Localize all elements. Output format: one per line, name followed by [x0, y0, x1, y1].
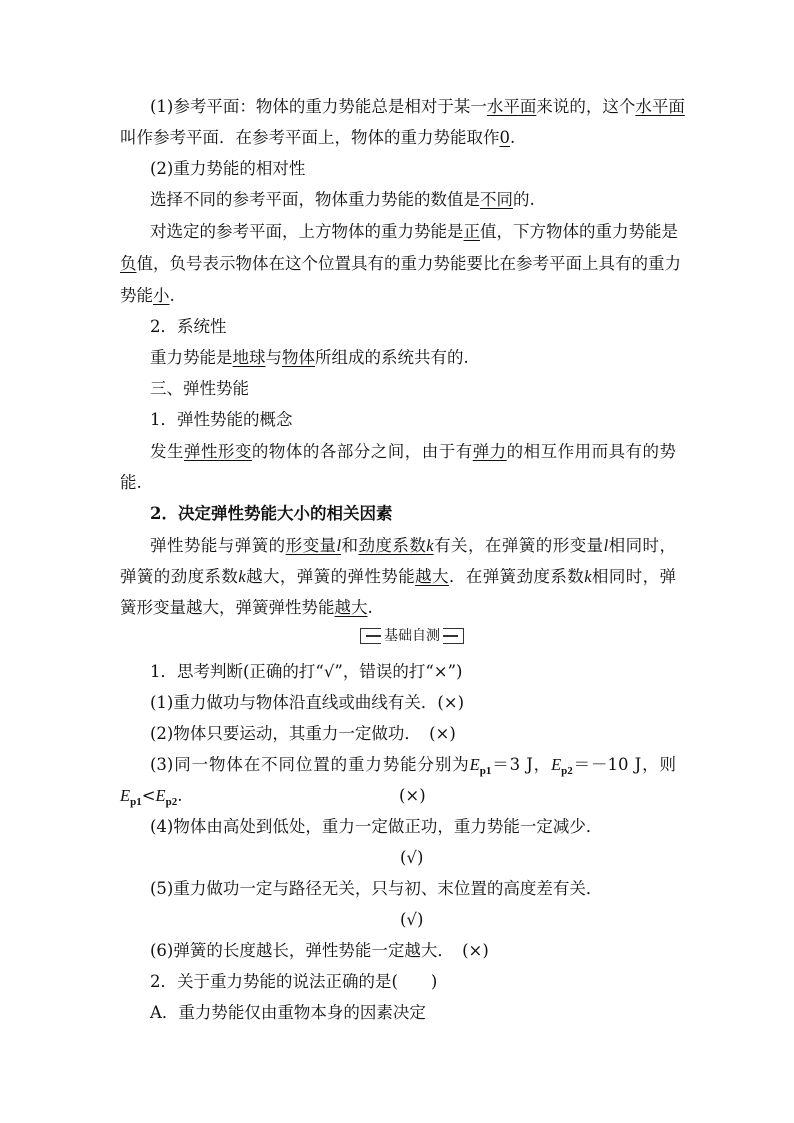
text: 重力势能是 [150, 348, 233, 367]
text: 有关，在弹簧的形变量 [433, 536, 604, 555]
text: 值，下方物体的重力势能是 [480, 222, 678, 241]
text: ＝3 J， [491, 755, 552, 774]
para-sign-line2 [120, 252, 681, 276]
math-var: l [603, 536, 609, 555]
question-1-item-3-line1 [150, 753, 676, 779]
heading-elastic-factors: 2．决定弹性势能大小的相关因素 [150, 504, 393, 523]
banner-label-wrap [360, 627, 464, 645]
text: 发生 [150, 442, 184, 461]
answer-blank [286, 536, 341, 555]
para-relativity [150, 188, 676, 212]
answer-blank: 越大 [415, 567, 449, 586]
text: 弹性势能与弹簧的 [150, 536, 286, 555]
text: 的相互作用而具有的势 [506, 442, 677, 461]
math-var: l [336, 536, 342, 555]
math-var: k [584, 567, 592, 586]
text: (3)同一物体在不同位置的重力势能分别为 [150, 755, 470, 774]
answer-blank: 0 [499, 128, 510, 147]
math-subscript: p1 [130, 796, 142, 808]
answer-blank: 弹力 [472, 442, 507, 461]
answer-blank: 弹性形变 [183, 442, 252, 461]
question-1-item-2: (2)物体只要运动，其重力一定做功． (×) [150, 724, 456, 743]
question-1-item-5: (5)重力做功一定与路径无关，只与初、末位置的高度差有关． [150, 879, 603, 898]
answer-blank: 水平面 [635, 97, 685, 116]
math-var: E [155, 786, 166, 805]
heading-system: 2．系统性 [150, 317, 227, 336]
text: 的物体的各部分之间，由于有 [251, 442, 473, 461]
answer-blank [358, 536, 433, 555]
para-elastic-concept-line1 [150, 440, 676, 464]
question-1-title: 1．思考判断(正确的打“√”，错误的打“×”) [150, 662, 463, 681]
heading-relativity: (2)重力势能的相对性 [150, 159, 306, 178]
text: < [141, 786, 156, 805]
question-1-item-4-mark: (√) [400, 848, 424, 867]
text: 势能 [120, 286, 153, 305]
question-2-title: 2．关于重力势能的说法正确的是( ) [150, 972, 438, 991]
text: 和 [341, 536, 359, 555]
text: 来说的，这个 [536, 97, 636, 116]
question-1-item-3-mark: (×) [399, 786, 426, 805]
para-elastic-factors-line1 [150, 534, 676, 558]
answer-blank: 地球 [232, 348, 266, 367]
text: (1)参考平面：物体的重力势能总是相对于某一 [150, 97, 487, 116]
answer-blank: 物体 [282, 348, 315, 367]
heading-elastic-concept: 1．弹性势能的概念 [150, 410, 293, 429]
question-2-option-a: A．重力势能仅由重物本身的因素决定 [150, 1003, 426, 1022]
text: ．在弹簧劲度系数 [448, 567, 585, 586]
answer-blank: 越大 [334, 598, 368, 617]
para-system [150, 346, 676, 370]
section-banner [360, 628, 464, 646]
para-sign-line3 [120, 284, 676, 308]
question-1-item-5-mark: (√) [400, 910, 424, 929]
text: ＝－10 J，则 [572, 755, 677, 774]
question-1-item-1: (1)重力做功与物体沿直线或曲线有关．(×) [150, 693, 465, 712]
text: 所组成的系统共有的. [315, 348, 469, 367]
banner-label: 基础自测 [381, 628, 443, 644]
text: 相同时，弹 [591, 567, 677, 586]
answer-blank: 正 [463, 222, 480, 241]
text: . [510, 128, 516, 147]
text: 越大，弹簧的弹性势能 [245, 567, 416, 586]
answer-blank: 水平面 [486, 97, 537, 116]
answer-blank: 负 [120, 254, 137, 273]
para-reference-plane-line1 [150, 95, 685, 119]
answer-blank: 小 [153, 286, 170, 305]
text: 叫作参考平面．在参考平面上，物体的重力势能取作 [120, 128, 500, 147]
para-elastic-factors-line2 [120, 565, 676, 589]
text: . [177, 786, 183, 805]
para-elastic-concept-line2: 能. [120, 473, 142, 492]
math-var: E [551, 755, 562, 774]
text: 的. [513, 190, 535, 209]
para-reference-plane-line2 [120, 126, 676, 150]
math-subscript: p1 [479, 765, 492, 777]
text: 值，负号表示物体在这个位置具有的重力势能要比在参考平面上具有的重力 [136, 254, 681, 273]
para-elastic-factors-line3 [120, 596, 676, 620]
math-var: k [426, 536, 434, 555]
text: 选择不同的参考平面，物体重力势能的数值是 [150, 190, 480, 209]
text: . [367, 598, 373, 617]
question-1-item-3-line2 [120, 784, 676, 810]
math-subscript: p2 [165, 796, 178, 808]
text: . [169, 286, 175, 305]
math-var: E [120, 786, 131, 805]
math-var: E [469, 755, 480, 774]
text: 对选定的参考平面，上方物体的重力势能是 [150, 222, 464, 241]
math-subscript: p2 [561, 765, 573, 777]
text: 劲度系数 [358, 536, 427, 555]
question-1-item-4: (4)物体由高处到低处，重力一定做正功，重力势能一定减少． [150, 817, 603, 836]
heading-elastic-potential-energy: 三、弹性势能 [150, 379, 249, 398]
text: 相同时， [608, 536, 677, 555]
answer-blank: 不同 [480, 190, 513, 209]
text: 簧形变量越大，弹簧弹性势能 [120, 598, 335, 617]
question-1-item-6: (6)弹簧的长度越长，弹性势能一定越大． (×) [150, 941, 489, 960]
text: 与 [265, 348, 282, 367]
text: 形变量 [285, 536, 337, 555]
para-sign-line1 [150, 220, 676, 244]
math-var: k [238, 567, 246, 586]
text: 弹簧的劲度系数 [120, 567, 239, 586]
